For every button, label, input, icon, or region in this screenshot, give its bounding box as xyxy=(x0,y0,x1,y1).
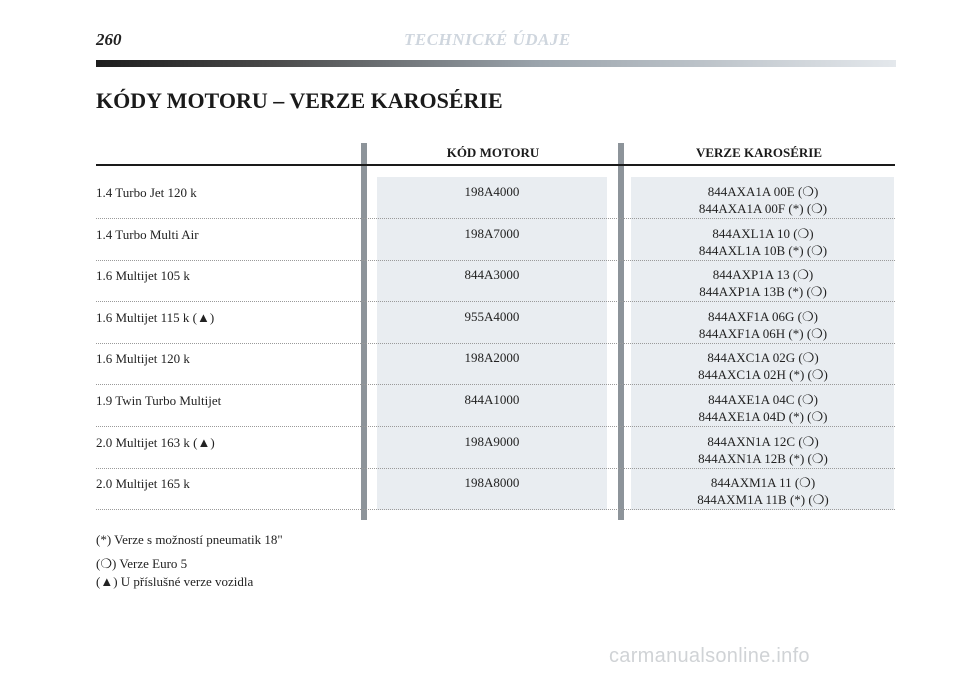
body-versions xyxy=(631,308,895,342)
engine-code: 198A8000 xyxy=(464,475,520,491)
body-version: 844AXL1A 10B (*) (❍) xyxy=(698,242,828,258)
table-row xyxy=(96,344,895,385)
body-versions xyxy=(631,474,895,508)
body-version: 844AXN1A 12B (*) (❍) xyxy=(698,450,828,466)
running-title: TECHNICKÉ ÚDAJE xyxy=(404,30,571,49)
footnote-vehicle-version: (▲) U příslušné verze vozidla xyxy=(96,574,254,589)
engine-code: 198A9000 xyxy=(464,433,520,449)
column-header-body-version: VERZE KAROSÉRIE xyxy=(695,145,823,160)
engine-name: 1.6 Multijet 115 k (▲) xyxy=(96,309,215,325)
footnote-euro5: (❍) Verze Euro 5 xyxy=(96,556,188,571)
engine-name: 1.4 Turbo Multi Air xyxy=(96,226,199,242)
body-version: 844AXN1A 12C (❍) xyxy=(707,433,819,449)
body-versions xyxy=(631,433,895,467)
engine-code: 955A4000 xyxy=(464,308,520,324)
table-row xyxy=(96,428,895,469)
engine-name: 1.9 Twin Turbo Multijet xyxy=(96,393,222,408)
column-header-engine-code: KÓD MOTORU xyxy=(446,145,540,160)
body-version: 844AXC1A 02G (❍) xyxy=(707,350,819,366)
engine-code: 198A2000 xyxy=(464,350,520,366)
body-version: 844AXM1A 11 (❍) xyxy=(710,475,816,491)
body-version: 844AXP1A 13B (*) (❍) xyxy=(699,284,827,300)
body-versions xyxy=(631,266,895,300)
table-row xyxy=(96,386,895,427)
page-number: 260 xyxy=(96,30,122,49)
footnotes xyxy=(96,531,283,597)
table-row xyxy=(96,220,895,261)
engine-name: 2.0 Multijet 165 k xyxy=(96,476,190,492)
body-version: 844AXE1A 04D (*) (❍) xyxy=(698,409,828,424)
table-row xyxy=(96,178,895,219)
body-version: 844AXP1A 13 (❍) xyxy=(712,267,814,283)
section-title: KÓDY MOTORU – VERZE KAROSÉRIE xyxy=(96,88,503,113)
body-versions xyxy=(631,391,895,425)
footnote-tyres: (*) Verze s možností pneumatik 18" xyxy=(96,532,283,547)
table-row xyxy=(96,303,895,344)
body-versions xyxy=(631,225,895,259)
body-version: 844AXF1A 06H (*) (❍) xyxy=(698,325,828,341)
table-row xyxy=(96,469,895,510)
body-version: 844AXA1A 00F (*) (❍) xyxy=(698,201,828,216)
body-version: 844AXC1A 02H (*) (❍) xyxy=(698,367,828,383)
engine-code: 844A1000 xyxy=(464,392,520,407)
body-version: 844AXA1A 00E (❍) xyxy=(707,184,819,199)
engine-name: 1.4 Turbo Jet 120 k xyxy=(96,185,197,200)
engine-code: 198A4000 xyxy=(464,184,520,199)
table-row xyxy=(96,261,895,302)
header-rule xyxy=(96,164,895,166)
body-version: 844AXM1A 11B (*) (❍) xyxy=(697,492,829,508)
body-version: 844AXL1A 10 (❍) xyxy=(712,225,814,241)
engine-code: 198A7000 xyxy=(464,225,520,241)
engine-name: 2.0 Multijet 163 k (▲) xyxy=(96,434,215,450)
engine-name: 1.6 Multijet 105 k xyxy=(96,268,190,284)
watermark: carmanualsonline.info xyxy=(609,645,810,667)
body-versions xyxy=(631,349,895,383)
row-divider xyxy=(96,509,895,510)
body-version: 844AXF1A 06G (❍) xyxy=(708,308,818,324)
header-bar xyxy=(96,60,896,67)
engine-name: 1.6 Multijet 120 k xyxy=(96,351,190,367)
body-version: 844AXE1A 04C (❍) xyxy=(708,392,818,407)
engine-code: 844A3000 xyxy=(464,267,520,283)
body-versions xyxy=(631,183,895,217)
